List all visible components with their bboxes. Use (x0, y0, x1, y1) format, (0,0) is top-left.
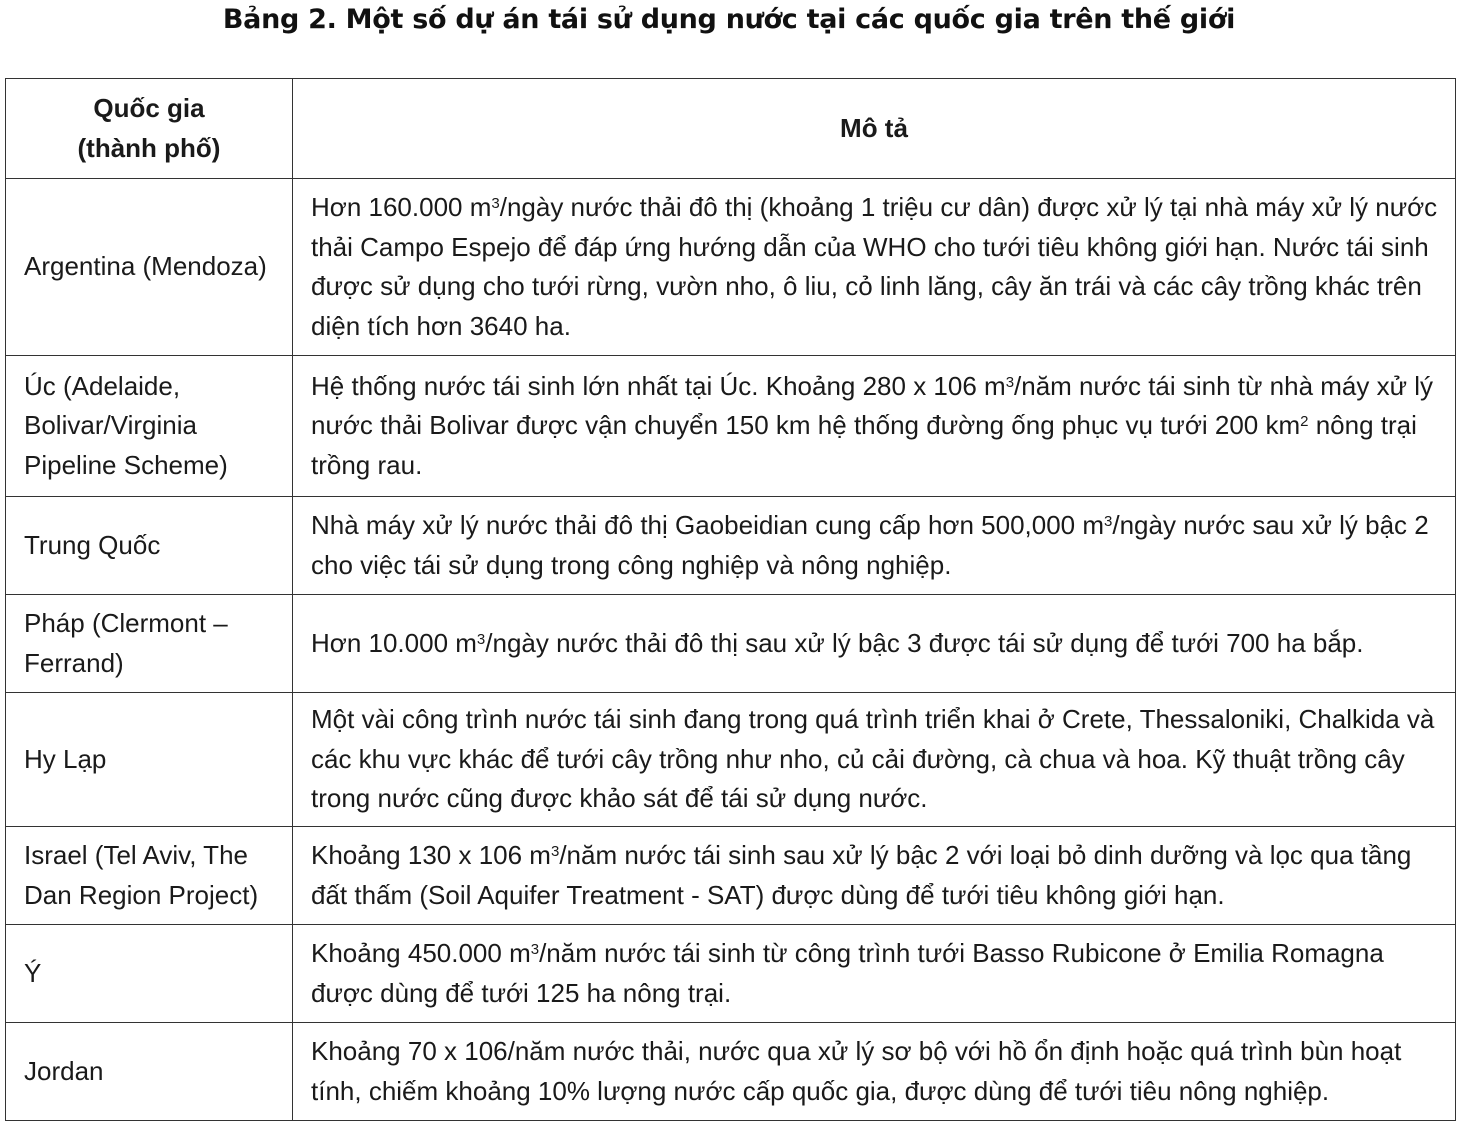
country-cell: Úc (Adelaide, Bolivar/Virginia Pipeline Scheme) (6, 356, 293, 497)
header-description: Mô tả (293, 79, 1456, 179)
superscript: 2 (1300, 413, 1309, 430)
country-cell: Hy Lạp (6, 693, 293, 827)
table-row (6, 925, 1456, 1023)
description-cell (293, 693, 1456, 827)
description-text: /ngày nước thải đô thị (khoảng 1 triệu cư dân) được xử lý tại nhà máy xử lý nước thải Campo Espejo để đáp ứng hướng dẫn của WHO cho tưới tiêu không giới hạn. Nước tái sinh được sử dụng cho tưới rừng, vườn nho, ô liu, cỏ linh lăng, cây ăn trái và các cây trồng khác trên diện tích hơn 3640 ha. (311, 192, 1438, 341)
country-cell: Argentina (Mendoza) (6, 179, 293, 356)
description-text: Khoảng 450.000 m (311, 938, 531, 968)
table-row (6, 693, 1456, 827)
description-text: /năm nước tái sinh từ công trình tưới Basso Rubicone ở Emilia Romagna được dùng để tưới 125 ha nông trại. (311, 938, 1384, 1008)
table-row (6, 827, 1456, 925)
description-text: Một vài công trình nước tái sinh đang trong quá trình triển khai ở Crete, Thessaloniki, Chalkida và các khu vực khác để tưới cây trồng như nho, củ cải đường, cà chua và hoa. Kỹ thuật trồng cây trong nước cũng được khảo sát để tái sử dụng nước. (311, 704, 1435, 814)
description-text: /ngày nước sau xử lý bậc 2 cho việc tái sử dụng trong công nghiệp và nông nghiệp. (311, 510, 1429, 580)
description-cell (293, 179, 1456, 356)
country-cell: Israel (Tel Aviv, The Dan Region Project) (6, 827, 293, 925)
description-text: Khoảng 70 x 106/năm nước thải, nước qua xử lý sơ bộ với hồ ổn định hoặc quá trình bùn hoạt tính, chiếm khoảng 10% lượng nước cấp quốc gia, được dùng để tưới tiêu nông nghiệp. (311, 1036, 1402, 1106)
superscript: 3 (530, 940, 540, 958)
header-country-line2: (thành phố) (77, 132, 221, 163)
table-title: Bảng 2. Một số dự án tái sử dụng nước tại các quốc gia trên thế giới (222, 4, 1236, 35)
description-text: Khoảng 130 x 106 m (311, 840, 551, 870)
description-cell (293, 827, 1456, 925)
header-country-line1: Quốc gia (93, 93, 205, 123)
water-reuse-table (5, 78, 1456, 1121)
country-cell: Jordan (6, 1023, 293, 1121)
description-text: Hơn 10.000 m (311, 627, 477, 658)
table-row (6, 356, 1456, 497)
superscript: 3 (476, 630, 486, 648)
country-cell: Ý (6, 925, 293, 1023)
header-country (6, 79, 293, 179)
superscript: 3 (491, 194, 500, 212)
description-text: /năm nước tái sinh sau xử lý bậc 2 với loại bỏ dinh dưỡng và lọc qua tầng đất thấm (Soil Aquifer Treatment - SAT) được dùng để tưới tiêu không giới hạn. (311, 840, 1412, 910)
description-cell (293, 1023, 1456, 1121)
superscript: 3 (1005, 373, 1015, 391)
description-text: Nhà máy xử lý nước thải đô thị Gaobeidian cung cấp hơn 500,000 m (311, 510, 1105, 540)
table-header-row (6, 79, 1456, 179)
table-row (6, 1023, 1456, 1121)
description-text: /ngày nước thải đô thị sau xử lý bậc 3 được tái sử dụng để tưới 700 ha bắp. (485, 627, 1364, 658)
table-row (6, 179, 1456, 356)
superscript: 3 (550, 842, 560, 860)
description-text: Hệ thống nước tái sinh lớn nhất tại Úc. Khoảng 280 x 106 m (311, 370, 1006, 401)
description-cell (293, 925, 1456, 1023)
description-cell (293, 497, 1456, 595)
description-cell (293, 356, 1456, 497)
description-text: nông trại trồng rau. (311, 410, 1417, 480)
table-row (6, 595, 1456, 693)
description-text: Hơn 160.000 m (311, 192, 492, 222)
country-cell: Trung Quốc (6, 497, 293, 595)
description-text: /năm nước tái sinh từ nhà máy xử lý nước thải Bolivar được vận chuyển 150 km hệ thống đường ống phục vụ tưới 200 km (311, 370, 1434, 441)
description-cell (293, 595, 1456, 693)
country-cell: Pháp (Clermont – Ferrand) (6, 595, 293, 693)
table-row (6, 497, 1456, 595)
superscript: 3 (1104, 512, 1113, 530)
